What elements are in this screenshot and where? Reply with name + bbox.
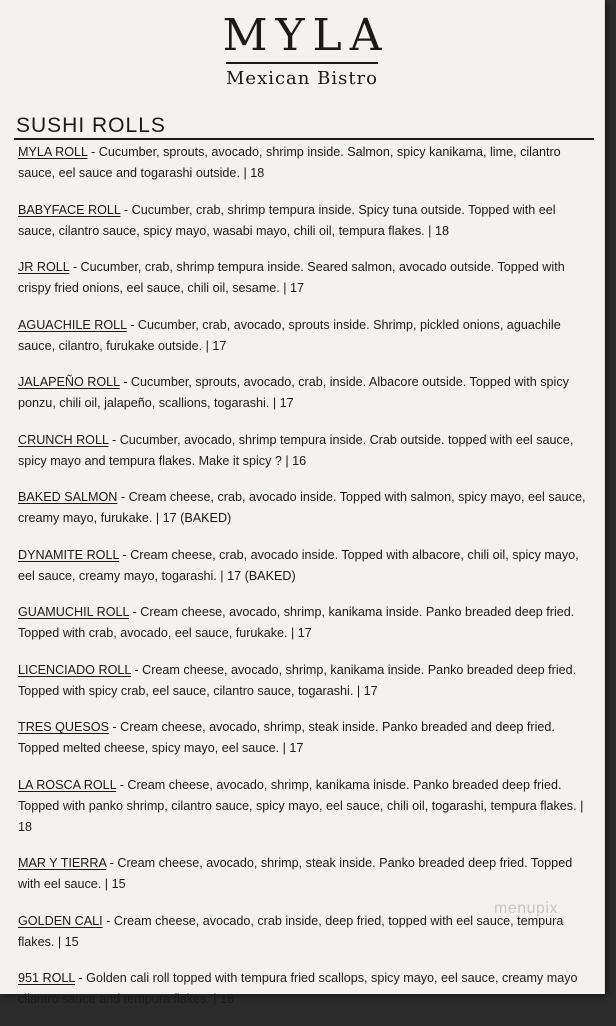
brand-subtitle: Mexican Bistro <box>225 68 378 89</box>
item-name: GUAMUCHIL ROLL <box>18 605 130 619</box>
item-description: - Cream cheese, avocado, shrimp, kanikama inside. Panko breaded deep fried. Topped with spicy crab, eel sauce, cilantro sauce, togarashi. | 17 <box>18 662 577 698</box>
item-description: - Cucumber, avocado, shrimp tempura inside. Crab outside. topped with eel sauce, spicy mayo and tempura flakes. Make it spicy ? | 16 <box>18 432 574 468</box>
item-description: - Cream cheese, avocado, shrimp, steak inside. Panko breaded and deep fried. Topped melted cheese, spicy mayo, eel sauce. | 17 <box>18 720 555 755</box>
item-name: TRES QUESOS <box>18 720 109 734</box>
menu-item <box>18 257 590 299</box>
item-name: GOLDEN CALI <box>18 913 103 928</box>
item-name: DYNAMITE ROLL <box>18 547 120 562</box>
item-description: - Cucumber, crab, shrimp tempura inside. Seared salmon, avocado outside. Topped with crispy fried onions, eel sauce, chili oil, sesame. | 17 <box>18 260 565 295</box>
item-name: MAR Y TIERRA <box>18 856 107 870</box>
menu-item <box>18 315 590 357</box>
menu-item <box>18 487 590 529</box>
item-description: - Cucumber, crab, avocado, sprouts inside. Shrimp, pickled onions, aguachile sauce, cilantro, furukake outside. | 17 <box>18 317 561 353</box>
item-description: - Cream cheese, avocado, shrimp, kanikama inisde. Panko breaded deep fried. Topped with panko shrimp, cilantro sauce, spicy mayo, eel sauce, chili oil, togarashi, tempura flakes. | 18 <box>18 777 584 834</box>
restaurant-logo <box>0 12 604 89</box>
menu-item <box>18 717 590 759</box>
item-description: - Cucumber, sprouts, avocado, crab, inside. Albacore outside. Topped with spicy ponzu, chili oil, jalapeño, scallions, togarashi. | 17 <box>18 375 569 410</box>
menu-item <box>18 200 590 242</box>
item-name: CRUNCH ROLL <box>18 432 109 447</box>
menu-item <box>18 545 590 587</box>
item-name: MYLA ROLL <box>18 145 88 159</box>
item-name: JR ROLL <box>18 260 70 274</box>
item-description: - Cream cheese, crab, avocado inside. Topped with salmon, spicy mayo, eel sauce, creamy mayo, furukake. | 17 (BAKED) <box>18 490 586 525</box>
item-description: - Golden cali roll topped with tempura fried scallops, spicy mayo, eel sauce, creamy mayo cilantro sauce and tempura flakes. | 18 <box>18 971 578 1006</box>
logo-divider <box>226 62 378 64</box>
item-name: JALAPEÑO ROLL <box>18 375 120 389</box>
menu-item <box>18 775 590 838</box>
item-description: - Cucumber, sprouts, avocado, shrimp inside. Salmon, spicy kanikama, lime, cilantro sauce, eel sauce and togarashi outside. | 18 <box>18 145 561 180</box>
menu-item-list <box>18 142 590 1026</box>
section-title: SUSHI ROLLS <box>16 114 166 137</box>
item-name: BAKED SALMON <box>18 490 118 504</box>
item-description: - Cream cheese, avocado, crab inside, deep fried, topped with eel sauce, tempura flakes. | 15 <box>18 913 564 949</box>
item-name: 951 ROLL <box>18 971 75 985</box>
watermark: menupix <box>494 900 558 917</box>
menu-item <box>18 372 590 414</box>
item-description: - Cucumber, crab, shrimp tempura inside. Spicy tuna outside. Topped with eel sauce, cilantro sauce, spicy mayo, wasabi mayo, chili oil, tempura flakes. | 18 <box>18 202 556 238</box>
section-divider <box>14 138 594 140</box>
menu-item <box>18 660 590 702</box>
item-name: AGUACHILE ROLL <box>18 317 127 332</box>
item-name: BABYFACE ROLL <box>18 202 121 217</box>
item-name: LICENCIADO ROLL <box>18 662 131 677</box>
item-name: LA ROSCA ROLL <box>18 777 117 792</box>
menu-item <box>18 602 590 644</box>
menu-item <box>18 853 590 895</box>
item-description: - Cream cheese, crab, avocado inside. Topped with albacore, chili oil, spicy mayo, eel sauce, creamy mayo, togarashi. | 17 (BAKED) <box>18 547 579 583</box>
menu-item <box>18 968 590 1010</box>
brand-name: MYLA <box>222 10 390 61</box>
menu-item <box>18 430 590 472</box>
item-description: - Cream cheese, avocado, shrimp, kanikama inside. Panko breaded deep fried. Topped with crab, avocado, eel sauce, furukake. | 17 <box>18 605 575 640</box>
item-description: - Cream cheese, avocado, shrimp, steak inside. Panko breaded deep fried. Topped with eel sauce. | 15 <box>18 856 573 891</box>
menu-item <box>18 142 590 184</box>
